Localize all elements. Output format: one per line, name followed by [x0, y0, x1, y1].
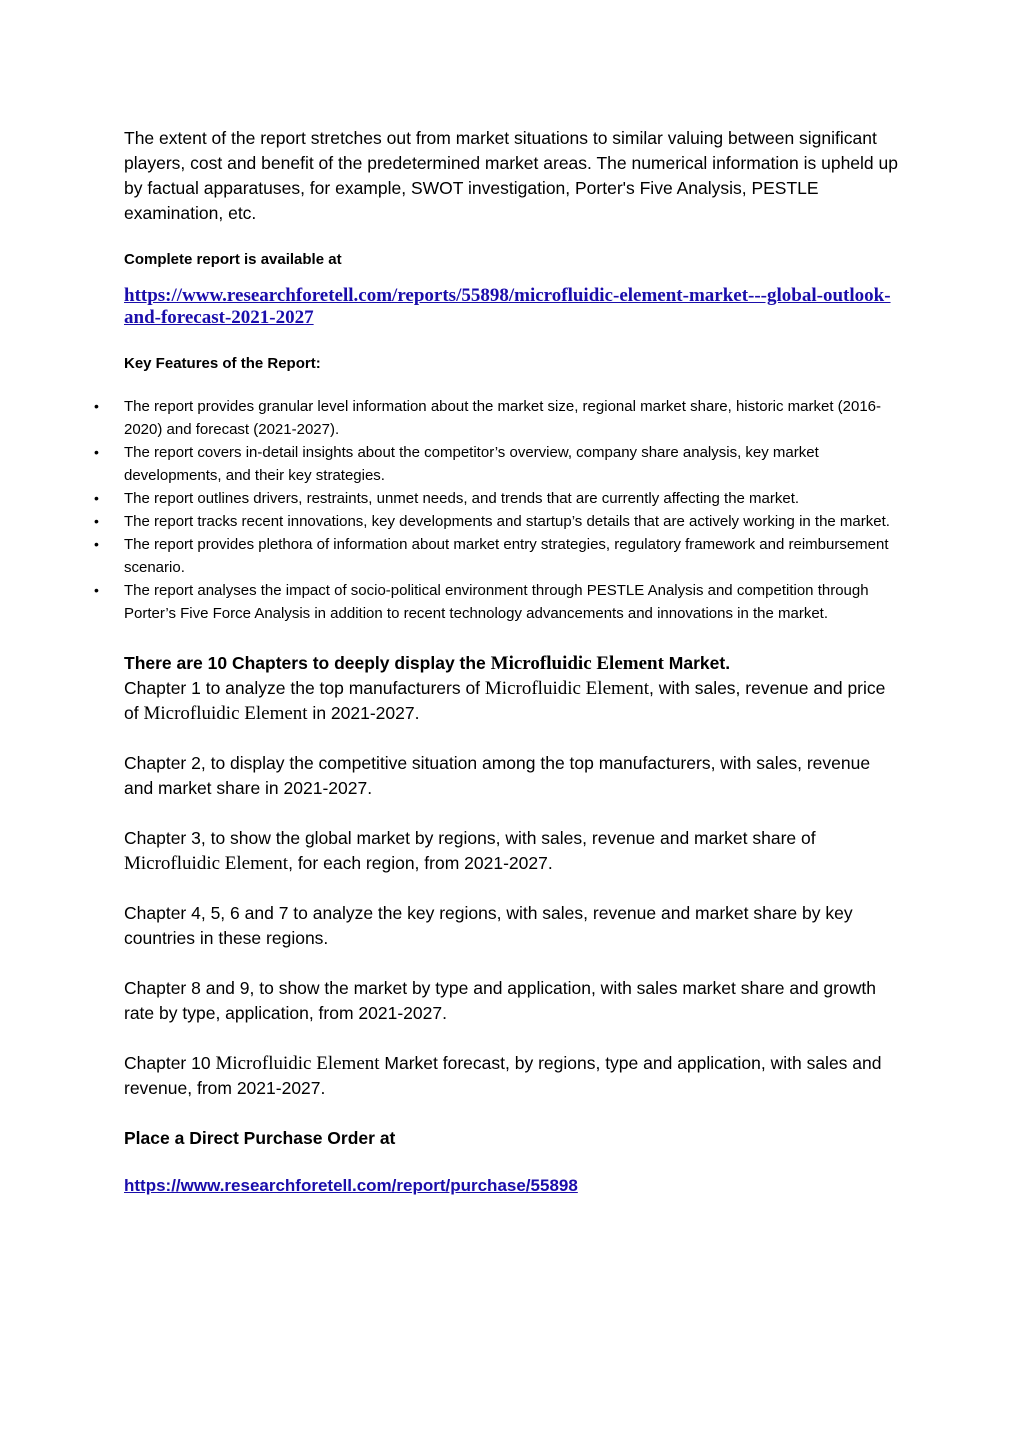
bullet-icon: •: [94, 398, 99, 414]
purchase-link[interactable]: https://www.researchforetell.com/report/purchase/55898: [124, 1176, 578, 1195]
key-features-heading: Key Features of the Report:: [124, 355, 321, 372]
list-item: • The report provides plethora of information about market entry strategies, regulatory framework and reimbursement scenario.: [124, 533, 904, 579]
list-item: • The report provides granular level information about the market size, regional market share, historic market (2016-2020) and forecast (2021-2027).: [124, 395, 904, 441]
bullet-icon: •: [94, 582, 99, 598]
chapter-4: Chapter 4, 5, 6 and 7 to analyze the key regions, with sales, revenue and market share by key countries in these regions.: [124, 903, 853, 948]
list-item: • The report analyses the impact of socio-political environment through PESTLE Analysis and competition through Porter’s Five Force Analysis in addition to recent technology advancements and innovations in the market.: [124, 579, 904, 625]
complete-report-label: Complete report is available at: [124, 251, 342, 268]
list-item: • The report covers in-detail insights about the competitor’s overview, company share analysis, key market developments, and their key strategies.: [124, 441, 904, 487]
chapters-heading: There are 10 Chapters to deeply display the Microfluidic Element Market.: [124, 653, 731, 674]
bullet-icon: •: [94, 444, 99, 460]
intro-paragraph: The extent of the report stretches out from market situations to similar valuing between significant players, cost and benefit of the predetermined market areas. The numerical information is upheld up by factual apparatuses, for example, SWOT investigation, Porter's Five Analysis, PESTLE examination, etc.: [124, 128, 898, 223]
report-link[interactable]: https://www.researchforetell.com/reports/55898/microfluidic-element-market---global-outlook-and-forecast-2021-2027: [124, 285, 891, 328]
chapter-2: Chapter 2, to display the competitive situation among the top manufacturers, with sales, revenue and market share in 2021-2027.: [124, 753, 871, 798]
product-name: Microfluidic Element: [215, 1053, 380, 1074]
product-name: Microfluidic Element: [143, 703, 308, 724]
chapter-1: Chapter 1 to analyze the top manufacturers of Microfluidic Element, with sales, revenue and price of Microfluidic Element in 2021-2027.: [124, 678, 886, 724]
purchase-heading: Place a Direct Purchase Order at: [124, 1128, 396, 1148]
product-name: Microfluidic Element: [484, 678, 649, 699]
list-item: • The report tracks recent innovations, key developments and startup’s details that are actively working in the market.: [124, 510, 904, 533]
bullet-icon: •: [94, 513, 99, 529]
bullet-icon: •: [94, 536, 99, 552]
bullet-icon: •: [94, 490, 99, 506]
chapter-8: Chapter 8 and 9, to show the market by type and application, with sales market share and growth rate by type, application, from 2021-2027.: [124, 978, 876, 1023]
product-name: Microfluidic Element: [490, 653, 664, 674]
key-features-list: [94, 395, 904, 625]
product-name: Microfluidic Element: [124, 853, 289, 874]
chapter-3: Chapter 3, to show the global market by regions, with sales, revenue and market share of Microfluidic Element, for each region, from 2021-2027.: [124, 828, 816, 874]
chapter-10: Chapter 10 Microfluidic Element Market forecast, by regions, type and application, with sales and revenue, from 2021-2027.: [124, 1053, 882, 1098]
document-page: [94, 126, 904, 1198]
list-item: • The report outlines drivers, restraints, unmet needs, and trends that are currently affecting the market.: [124, 487, 904, 510]
